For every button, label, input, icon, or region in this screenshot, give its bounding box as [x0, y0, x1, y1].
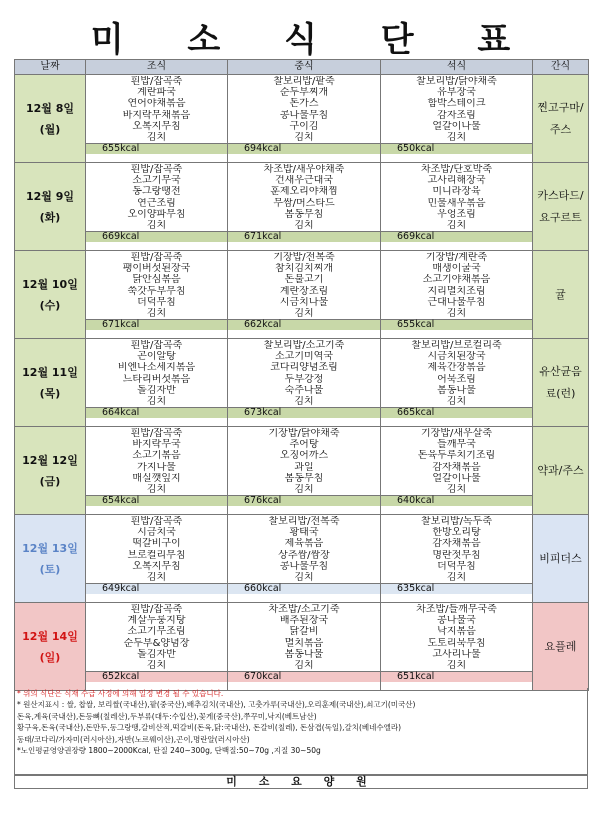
- menu-item: 고사리해장국: [427, 175, 486, 187]
- menu-item: 우엉조림: [437, 208, 476, 220]
- breakfast-items: [86, 251, 227, 319]
- menu-item: 찰보리밥/전복죽: [268, 516, 340, 527]
- note-line: 황구육,돈육(국내산),돈만두,동그랑땡,갈비산적,떡갈비(돈육,닭:국내산), 돈갈비(칠레), 돈삼겹(독일),갈치(베네수엘라): [17, 723, 402, 733]
- menu-item: 더덕무침: [437, 560, 476, 572]
- day-of-week: (목): [39, 386, 61, 400]
- snack-cell: 요플레: [533, 603, 589, 691]
- menu-item: 팽이버섯된장국: [122, 263, 191, 275]
- notes-box: [14, 688, 588, 775]
- menu-item: 봄동무침: [284, 472, 324, 484]
- day-date: 12월 11일: [22, 365, 78, 379]
- menu-item: 찰보리밥/소고기죽: [263, 340, 345, 351]
- menu-item: 김치: [294, 395, 314, 407]
- note-line: * 원산지표시 : 쌀, 찹쌀, 보리쌀(국내산),팥(중국산),배추김치(국내산), 고춧가루(국내산),오리훈제(국내산),쇠고기(미국산): [17, 700, 416, 710]
- menu-item: 비엔나소세지볶음: [117, 362, 196, 374]
- dinner-kcal: 651kcal: [381, 671, 532, 682]
- dinner-cell: [381, 75, 533, 163]
- breakfast-items: [86, 75, 227, 143]
- menu-item: 돌김자반: [137, 384, 176, 396]
- lunch-kcal: 671kcal: [228, 231, 380, 242]
- breakfast-cell: [86, 515, 228, 603]
- menu-item: 매실깻잎지: [132, 472, 181, 484]
- lunch-cell: [228, 515, 381, 603]
- menu-item: 김치: [146, 571, 167, 583]
- breakfast-kcal: 655kcal: [86, 143, 227, 154]
- lunch-cell: [228, 163, 381, 251]
- menu-item: 김치: [446, 571, 467, 583]
- snack-cell: 약과/주스: [533, 427, 589, 515]
- menu-item: 흰밥/잡곡죽: [130, 428, 183, 439]
- menu-item: 느타리버섯볶음: [122, 373, 191, 385]
- day-date: 12월 12일: [22, 453, 78, 467]
- note-line: 동태/코다리/가자미(러시아산),자반(노르웨이산),곤이,명란알(러시아산): [17, 734, 250, 744]
- menu-item: 돈육두루치기조림: [417, 450, 496, 462]
- menu-item: 순두부찌개: [279, 87, 329, 99]
- breakfast-items: [86, 515, 227, 583]
- lunch-kcal: 670kcal: [228, 671, 380, 682]
- menu-item: 한방오리탕: [432, 527, 481, 539]
- day-of-week: (화): [39, 210, 61, 224]
- lunch-items: [228, 515, 380, 583]
- lunch-cell: [228, 603, 381, 691]
- menu-item: 기장밥/전복죽: [273, 252, 335, 263]
- day-date-cell: [15, 515, 86, 603]
- menu-item: 콩나물국: [437, 615, 476, 627]
- menu-item: 흰밥/잡곡죽: [130, 164, 183, 175]
- lunch-kcal: 676kcal: [228, 495, 380, 506]
- dinner-items: [381, 339, 532, 407]
- menu-item: 지리멸치조림: [427, 285, 486, 297]
- breakfast-kcal: 649kcal: [86, 583, 227, 594]
- day-row: [15, 163, 589, 251]
- menu-item: 김치: [446, 483, 467, 495]
- breakfast-cell: [86, 427, 228, 515]
- dinner-cell: [381, 163, 533, 251]
- day-row: [15, 339, 589, 427]
- day-date-cell: [15, 75, 86, 163]
- note-line: * 위의 식단은 식재 수급 사정에 의해 일정 변경 될 수 있습니다.: [17, 689, 224, 698]
- day-row: [15, 251, 589, 339]
- menu-item: 김치: [146, 307, 167, 319]
- menu-item: 차조밥/단호박죽: [421, 164, 492, 175]
- dinner-items: [381, 603, 532, 671]
- day-date-cell: [15, 603, 86, 691]
- menu-item: 돌김자반: [137, 648, 176, 660]
- breakfast-items: [86, 339, 227, 407]
- menu-item: 찰보리밥/녹두죽: [421, 516, 492, 527]
- menu-item: 기장밥/닭야채죽: [268, 428, 340, 439]
- menu-item: 매생이굴국: [432, 263, 481, 275]
- menu-item: 근대나물무침: [427, 296, 486, 308]
- menu-item: 소고기무조림: [127, 626, 186, 638]
- lunch-kcal: 660kcal: [228, 583, 380, 594]
- menu-item: 미니라장육: [432, 186, 481, 198]
- menu-item: 김치: [294, 571, 314, 583]
- breakfast-kcal: 654kcal: [86, 495, 227, 506]
- day-date: 12월 8일: [25, 101, 75, 115]
- menu-item: 김치: [446, 395, 467, 407]
- menu-item: 제육간장볶음: [427, 362, 486, 374]
- lunch-items: [228, 75, 380, 143]
- menu-item: 김치: [146, 395, 167, 407]
- breakfast-cell: [86, 75, 228, 163]
- menu-item: 흰밥/잡곡죽: [130, 252, 183, 263]
- menu-item: 봄동무침: [284, 208, 324, 220]
- menu-item: 소고기야채볶음: [422, 274, 491, 286]
- day-row: [15, 427, 589, 515]
- header-date: 날짜: [15, 60, 86, 75]
- breakfast-items: [86, 603, 227, 671]
- menu-item: 동그랑땡전: [132, 186, 181, 198]
- menu-item: 흰밥/잡곡죽: [130, 516, 183, 527]
- menu-item: 김치: [146, 131, 167, 143]
- dinner-cell: [381, 251, 533, 339]
- menu-item: 더덕무침: [137, 296, 176, 308]
- snack-cell: 유산균음료(런): [533, 339, 589, 427]
- menu-item: 도토리묵무침: [427, 637, 486, 649]
- menu-item: 시금치국: [137, 527, 176, 539]
- menu-item: 순두부&양념장: [123, 637, 190, 649]
- menu-item: 오이양파무침: [127, 208, 186, 220]
- snack-cell: 카스타드/요구르트: [533, 163, 589, 251]
- snack-cell: 비피더스: [533, 515, 589, 603]
- breakfast-items: [86, 163, 227, 231]
- menu-item: 연어야채볶음: [127, 98, 186, 110]
- day-of-week: (금): [39, 474, 61, 488]
- dinner-kcal: 640kcal: [381, 495, 532, 506]
- day-date-cell: [15, 339, 86, 427]
- lunch-cell: [228, 427, 381, 515]
- day-date-cell: [15, 251, 86, 339]
- breakfast-kcal: 669kcal: [86, 231, 227, 242]
- menu-item: 김치: [446, 219, 467, 231]
- menu-item: 김치: [294, 659, 314, 671]
- menu-item: 소고기무국: [132, 175, 181, 187]
- lunch-items: [228, 163, 380, 231]
- lunch-items: [228, 427, 380, 495]
- menu-item: 코다리양념조림: [270, 362, 338, 374]
- breakfast-cell: [86, 603, 228, 691]
- menu-item: 계란장조림: [279, 285, 329, 297]
- dinner-items: [381, 427, 532, 495]
- menu-item: 민물새우볶음: [427, 197, 486, 209]
- day-date-cell: [15, 163, 86, 251]
- menu-item: 닭안심볶음: [132, 274, 181, 286]
- menu-item: 오복지무침: [132, 560, 181, 572]
- day-date: 12월 14일: [22, 629, 78, 643]
- snack-cell: 찐고구마/주스: [533, 75, 589, 163]
- breakfast-kcal: 652kcal: [86, 671, 227, 682]
- menu-item: 김치: [294, 219, 314, 231]
- menu-item: 유부장국: [437, 87, 476, 99]
- breakfast-cell: [86, 163, 228, 251]
- day-of-week: (수): [39, 298, 61, 312]
- menu-item: 무쌈/머스타드: [273, 197, 335, 209]
- day-row: [15, 603, 589, 691]
- menu-item: 계살누룽지탕: [127, 615, 186, 627]
- menu-item: 찰보리밥/닭야채죽: [416, 76, 497, 87]
- page-title: 미 소 식 단 표: [90, 20, 537, 60]
- menu-item: 소고기볶음: [132, 450, 181, 462]
- menu-item: 시금치나물: [279, 296, 329, 308]
- menu-table: [14, 59, 589, 691]
- lunch-kcal: 694kcal: [228, 143, 380, 154]
- note-line: *노인평균영양권장량 1800~2000Kcal, 탄질 240~300g, 단백질:50~70g ,지질 30~50g: [17, 746, 321, 756]
- breakfast-items: [86, 427, 227, 495]
- menu-item: 콩나물무침: [279, 560, 329, 572]
- dinner-kcal: 669kcal: [381, 231, 532, 242]
- menu-item: 차조밥/새우야채죽: [263, 164, 345, 175]
- dinner-cell: [381, 603, 533, 691]
- dinner-items: [381, 163, 532, 231]
- day-date: 12월 13일: [22, 541, 78, 555]
- lunch-cell: [228, 339, 381, 427]
- day-of-week: (월): [39, 122, 61, 136]
- dinner-items: [381, 75, 532, 143]
- menu-item: 닭갈비: [289, 626, 319, 638]
- lunch-items: [228, 603, 380, 671]
- menu-item: 오복지무침: [132, 120, 181, 132]
- lunch-kcal: 673kcal: [228, 407, 380, 418]
- header-breakfast: 조식: [86, 60, 228, 75]
- footer-facility-name: 미 소 요 양 원: [14, 775, 588, 789]
- menu-item: 떡갈비구이: [132, 538, 181, 550]
- menu-item: 김치: [294, 307, 314, 319]
- menu-item: 봄동나물: [284, 648, 324, 660]
- menu-item: 흰밥/잡곡죽: [130, 340, 183, 351]
- lunch-cell: [228, 75, 381, 163]
- menu-item: 돈불고기: [284, 274, 324, 286]
- menu-item: 얼갈이나물: [432, 472, 481, 484]
- menu-item: 돈가스: [289, 98, 319, 110]
- menu-item: 김치: [446, 131, 467, 143]
- lunch-kcal: 662kcal: [228, 319, 380, 330]
- dinner-items: [381, 251, 532, 319]
- menu-item: 추어탕: [289, 439, 319, 451]
- breakfast-cell: [86, 339, 228, 427]
- dinner-items: [381, 515, 532, 583]
- menu-item: 훈제오리야채찜: [270, 186, 338, 198]
- breakfast-cell: [86, 251, 228, 339]
- header-lunch: 중식: [228, 60, 381, 75]
- day-of-week: (일): [39, 650, 61, 664]
- menu-item: 브로컬리무침: [127, 549, 186, 561]
- menu-item: 차조밥/소고기죽: [268, 604, 340, 615]
- lunch-items: [228, 251, 380, 319]
- day-date: 12월 9일: [25, 189, 75, 203]
- menu-item: 오징어까스: [279, 450, 329, 462]
- menu-item: 흰밥/잡곡죽: [130, 76, 183, 87]
- menu-item: 참치김치찌개: [275, 263, 333, 275]
- menu-item: 구이김: [289, 120, 319, 132]
- menu-item: 봄동나물: [437, 384, 476, 396]
- menu-item: 김치: [146, 659, 167, 671]
- breakfast-kcal: 664kcal: [86, 407, 227, 418]
- menu-item: 배추된장국: [279, 615, 329, 627]
- menu-item: 어묵조림: [437, 373, 476, 385]
- menu-item: 함박스테이크: [427, 98, 486, 110]
- menu-item: 찰보리밥/팥죽: [273, 76, 335, 87]
- menu-item: 계란파국: [137, 87, 176, 99]
- note-line: 돈육,계육(국내산),돈등뼈(칠레산),두부류(대두:수입산),꽃게(중국산),쭈꾸미,낙지(베트남산): [17, 711, 317, 721]
- menu-item: 곤이알탕: [137, 351, 176, 363]
- dinner-cell: [381, 339, 533, 427]
- dinner-cell: [381, 515, 533, 603]
- menu-item: 건새우근대국: [275, 175, 333, 187]
- dinner-kcal: 655kcal: [381, 319, 532, 330]
- menu-item: 기장밥/새우살죽: [421, 428, 492, 439]
- header-snack: 간식: [533, 60, 589, 75]
- menu-item: 숙주나물: [284, 384, 324, 396]
- menu-item: 낙지볶음: [437, 626, 476, 638]
- menu-item: 쑥갓두부무침: [127, 285, 186, 297]
- day-date: 12월 10일: [22, 277, 78, 291]
- menu-item: 김치: [146, 219, 167, 231]
- menu-item: 소고기미역국: [275, 351, 333, 363]
- menu-item: 김치: [446, 659, 467, 671]
- lunch-cell: [228, 251, 381, 339]
- menu-item: 바지락무국: [132, 439, 181, 451]
- day-date-cell: [15, 427, 86, 515]
- snack-cell: 귤: [533, 251, 589, 339]
- day-row: [15, 515, 589, 603]
- menu-item: 차조밥/들깨무국죽: [416, 604, 497, 615]
- menu-item: 얼갈이나물: [432, 120, 481, 132]
- dinner-kcal: 635kcal: [381, 583, 532, 594]
- menu-item: 상추쌈/쌈장: [278, 549, 330, 561]
- menu-item: 감자채볶음: [432, 461, 481, 473]
- dinner-kcal: 665kcal: [381, 407, 532, 418]
- breakfast-kcal: 671kcal: [86, 319, 227, 330]
- lunch-items: [228, 339, 380, 407]
- menu-item: 두부강정: [284, 373, 324, 385]
- header-row: [15, 60, 589, 75]
- header-dinner: 석식: [381, 60, 533, 75]
- menu-item: 바지락무채볶음: [122, 109, 191, 121]
- day-row: [15, 75, 589, 163]
- menu-item: 찰보리밥/브로컬리죽: [411, 340, 502, 351]
- menu-item: 명란젓무침: [432, 549, 481, 561]
- menu-item: 들깨무국: [437, 439, 476, 451]
- dinner-kcal: 650kcal: [381, 143, 532, 154]
- menu-item: 김치: [446, 307, 467, 319]
- menu-item: 기장밥/계란죽: [425, 252, 488, 263]
- menu-item: 감자채볶음: [432, 538, 481, 550]
- menu-item: 김치: [146, 483, 167, 495]
- menu-item: 시금치된장국: [427, 351, 486, 363]
- menu-item: 황태국: [289, 527, 319, 539]
- menu-item: 콩나물무침: [279, 109, 329, 121]
- dinner-cell: [381, 427, 533, 515]
- menu-item: 과일: [294, 461, 314, 473]
- menu-item: 흰밥/잡곡죽: [130, 604, 183, 615]
- menu-item: 김치: [294, 483, 314, 495]
- day-of-week: (토): [39, 562, 61, 576]
- menu-item: 감자조림: [437, 109, 476, 121]
- menu-item: 연근조림: [137, 197, 176, 209]
- menu-item: 제육볶음: [284, 538, 324, 550]
- menu-item: 가지나물: [137, 461, 176, 473]
- menu-item: 고사리나물: [432, 648, 481, 660]
- menu-item: 멸치볶음: [284, 637, 324, 649]
- menu-item: 김치: [294, 131, 314, 143]
